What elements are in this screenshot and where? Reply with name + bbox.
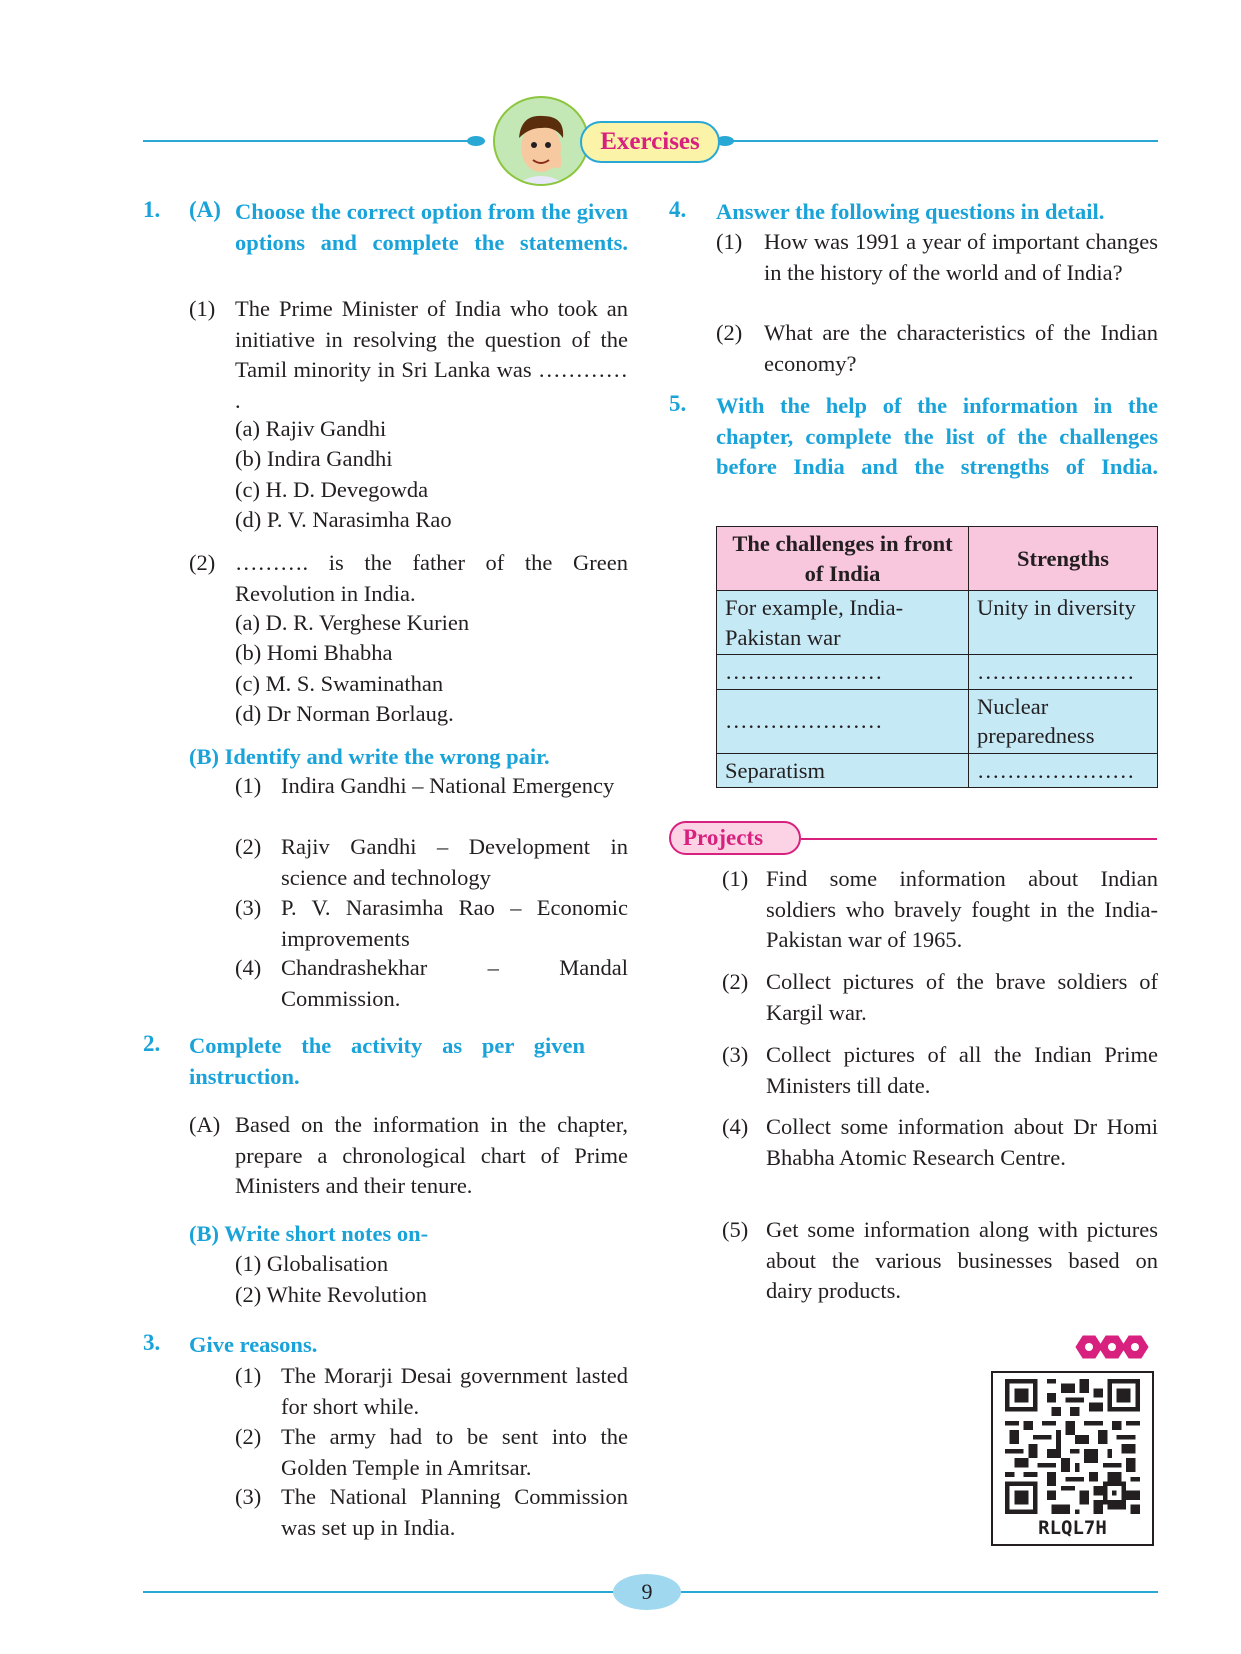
list-item: (2) The army had to be sent into the Golden Temple in Amritsar. (235, 1424, 628, 1480)
section-heading: Choose the correct option from the given options and complete the statements. (235, 199, 628, 255)
table-cell: Unity in diversity (969, 591, 1158, 655)
list-item: (1) The Morarji Desai government lasted for short while. (235, 1363, 628, 1419)
option: (c) H. D. Devegowda (235, 477, 429, 502)
list-item: (A) Based on the information in the chapter, prepare a chronological chart of Prime Ministers and their tenure. (189, 1112, 628, 1198)
pair-item: (3) P. V. Narasimha Rao – Economic improvements (235, 895, 628, 951)
question-number: 5. (669, 391, 687, 416)
project-item: (2) Collect pictures of the brave soldiers of Kargil war. (722, 969, 1158, 1025)
pair-item: (4) Chandrashekhar – Mandal Commission. (235, 955, 628, 1011)
list-item: (2) What are the characteristics of the Indian economy? (716, 320, 1158, 376)
table-row (717, 591, 1158, 655)
question-number: 1. (143, 197, 161, 222)
note-item: (2) White Revolution (235, 1282, 428, 1307)
option: (d) P. V. Narasimha Rao (235, 507, 452, 532)
table-cell: Separatism (717, 753, 969, 788)
qr-code-icon[interactable] (1001, 1379, 1144, 1514)
projects-rule (801, 838, 1157, 840)
option: (a) D. R. Verghese Kurien (235, 610, 470, 635)
section-heading: (B) Identify and write the wrong pair. (189, 744, 550, 769)
section-heading: Complete the activity as per given instruction. (189, 1033, 585, 1089)
option: (d) Dr Norman Borlaug. (235, 701, 454, 726)
table-header: Strengths (969, 527, 1158, 591)
table-cell: ………………… (717, 689, 969, 753)
hexagon-ornament-icon (1068, 1332, 1158, 1362)
table-cell: Nuclear preparedness (969, 689, 1158, 753)
section-heading: Answer the following questions in detail. (716, 199, 1105, 224)
page-number: 9 (613, 1574, 681, 1610)
project-item: (4) Collect some information about Dr Homi Bhabha Atomic Research Centre. (722, 1114, 1158, 1170)
option: (c) M. S. Swaminathan (235, 671, 444, 696)
question-number: 2. (143, 1031, 161, 1056)
pair-item: (2) Rajiv Gandhi – Development in science and technology (235, 834, 628, 890)
table-header: The challenges in front of India (717, 527, 969, 591)
table-cell: For example, India-Pakistan war (717, 591, 969, 655)
note-item: (1) Globalisation (235, 1251, 389, 1276)
challenges-strengths-table (716, 526, 1158, 788)
footer-rule-left (143, 1591, 613, 1593)
question-number: 3. (143, 1330, 161, 1355)
table-row (717, 655, 1158, 690)
table-cell: ………………… (969, 753, 1158, 788)
question-text: The Prime Minister of India who took an initiative in resolving the question of the Tamil minority in Sri Lanka was ………… . (235, 296, 628, 413)
project-item: (1) Find some information about Indian soldiers who bravely fought in the India-Pakistan war of 1965. (722, 866, 1158, 952)
list-item: (1) How was 1991 a year of important changes in the history of the world and of India? (716, 229, 1158, 285)
option: (b) Indira Gandhi (235, 446, 393, 471)
qr-code-label: RLQL7H (1038, 1517, 1107, 1539)
header-rule-left (143, 140, 473, 142)
project-item: (5) Get some information along with pictures about the various businesses based on dairy products. (722, 1217, 1158, 1303)
pair-item: (1) Indira Gandhi – National Emergency (235, 773, 615, 798)
list-item: (1) The Prime Minister of India who took an initiative in resolving the question of the Tamil minority in Sri Lanka was ………… . (189, 294, 628, 416)
projects-title: Projects (669, 821, 801, 855)
table-row (717, 753, 1158, 788)
section-heading: (B) Write short notes on- (189, 1221, 429, 1246)
question-text: ………. is the father of the Green Revolution in India. (235, 550, 628, 606)
section-heading: With the help of the information in the chapter, complete the list of the challenges before India and the strengths of India. (716, 393, 1158, 479)
list-item: (3) The National Planning Commission was set up in India. (235, 1484, 628, 1540)
project-item: (3) Collect pictures of all the Indian Prime Ministers till date. (722, 1042, 1158, 1098)
option: (a) Rajiv Gandhi (235, 416, 387, 441)
header-rule-dot (467, 136, 485, 146)
exercises-title: Exercises (580, 121, 720, 163)
table-cell: ………………… (969, 655, 1158, 690)
boy-mascot-icon (493, 96, 589, 186)
list-item: (2) ………. is the father of the Green Revolution in India. (189, 548, 628, 609)
section-heading: Give reasons. (189, 1332, 318, 1357)
option: (b) Homi Bhabha (235, 640, 393, 665)
table-cell: ………………… (717, 655, 969, 690)
section-label: (A) (189, 197, 221, 222)
header-rule-right (720, 140, 1158, 142)
question-number: 4. (669, 197, 687, 222)
table-row (717, 689, 1158, 753)
footer-rule-right (681, 1591, 1158, 1593)
